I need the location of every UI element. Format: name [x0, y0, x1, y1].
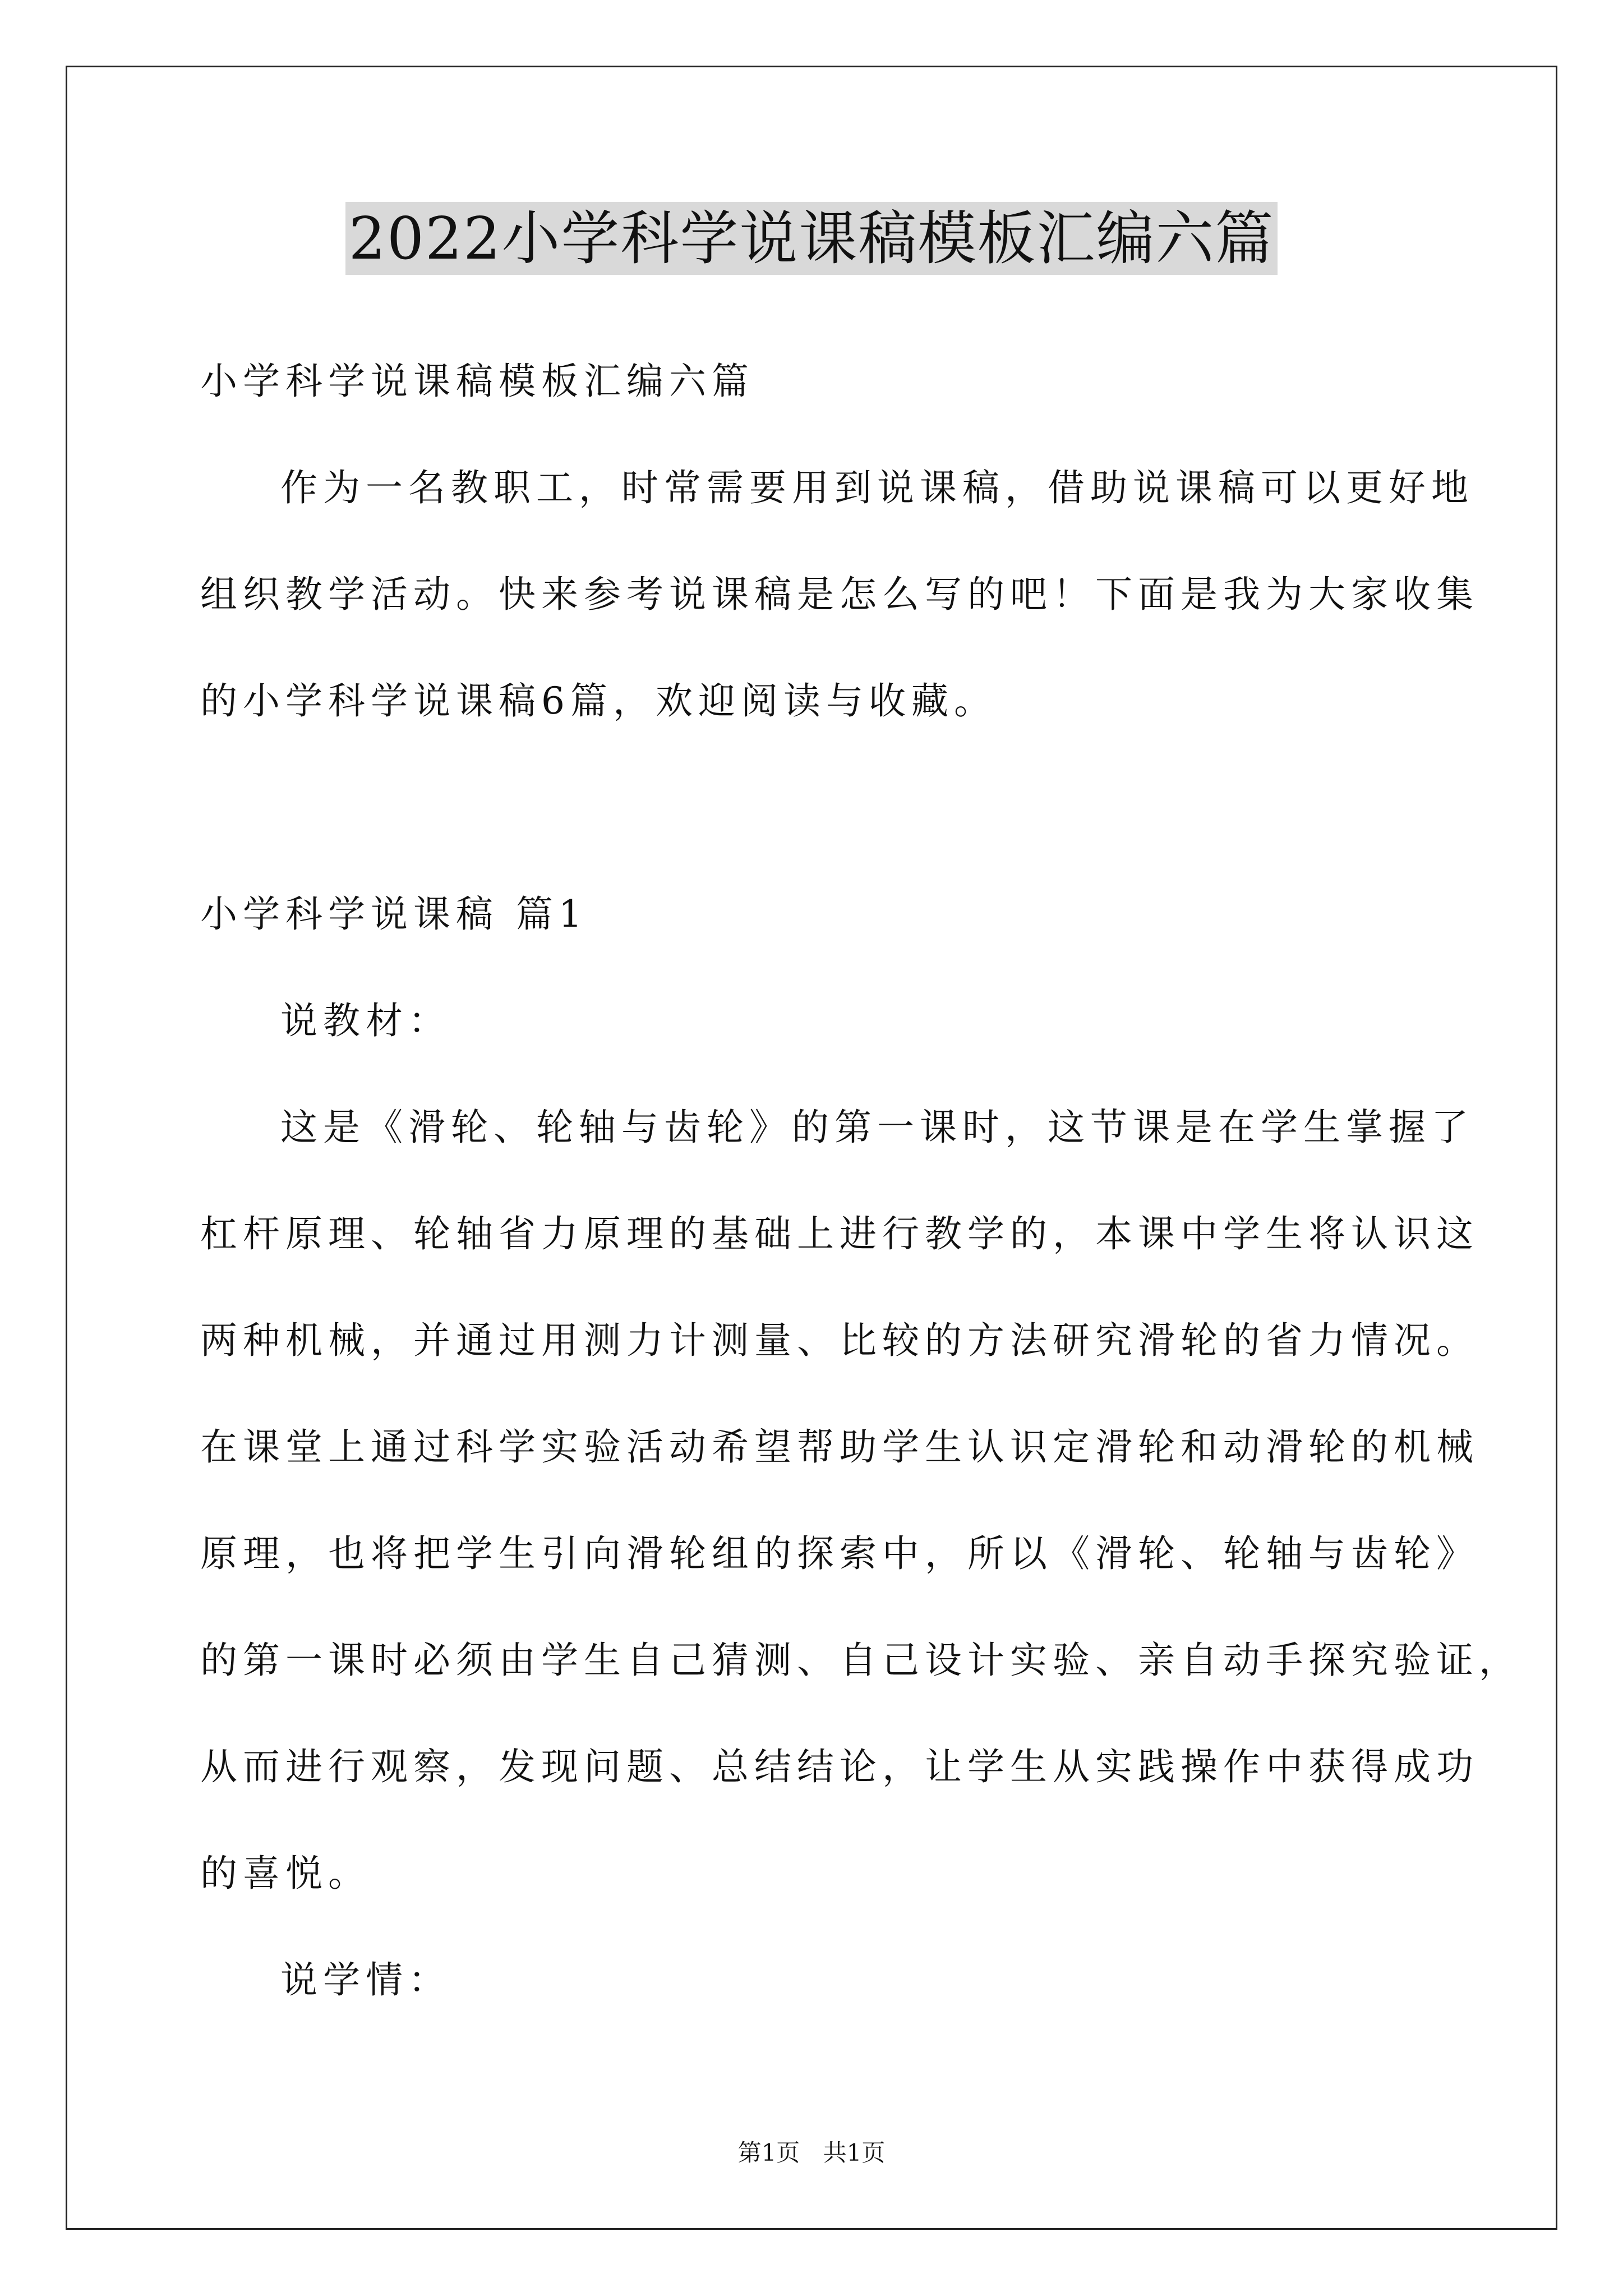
intro-line: 作为一名教职工，时常需要用到说课稿，借助说课稿可以更好地	[280, 466, 1474, 509]
paragraph-line: 两种机械，并通过用测力计测量、比较的方法研究滑轮的省力情况。	[200, 1319, 1479, 1362]
section-heading: 小学科学说课稿 篇1	[200, 892, 588, 936]
label-material: 说教材：	[280, 999, 451, 1042]
intro-line: 组织教学活动。快来参考说课稿是怎么写的吧！下面是我为大家收集	[200, 573, 1479, 616]
label-students: 说学情：	[280, 1958, 451, 2001]
subtitle: 小学科学说课稿模板汇编六篇	[200, 360, 754, 403]
title-text: 2022小学科学说课稿模板汇编六篇	[345, 202, 1278, 275]
page-footer	[0, 2137, 1623, 2169]
paragraph-line: 从而进行观察，发现问题、总结结论，让学生从实践操作中获得成功	[200, 1745, 1479, 1788]
page-total: 共1页	[823, 2139, 886, 2166]
paragraph-line: 这是《滑轮、轮轴与齿轮》的第一课时，这节课是在学生掌握了	[280, 1106, 1474, 1149]
paragraph-line: 在课堂上通过科学实验活动希望帮助学生认识定滑轮和动滑轮的机械	[200, 1425, 1479, 1469]
intro-line: 的小学科学说课稿6篇，欢迎阅读与收藏。	[200, 679, 997, 723]
paragraph-line: 原理，也将把学生引向滑轮组的探索中，所以《滑轮、轮轴与齿轮》	[200, 1532, 1479, 1575]
paragraph-line: 的第一课时必须由学生自己猜测、自己设计实验、亲自动手探究验证，	[200, 1639, 1521, 1682]
document-title	[0, 202, 1623, 275]
paragraph-line: 的喜悦。	[200, 1852, 371, 1895]
page-number: 第1页	[737, 2139, 800, 2166]
paragraph-line: 杠杆原理、轮轴省力原理的基础上进行教学的，本课中学生将认识这	[200, 1212, 1479, 1255]
